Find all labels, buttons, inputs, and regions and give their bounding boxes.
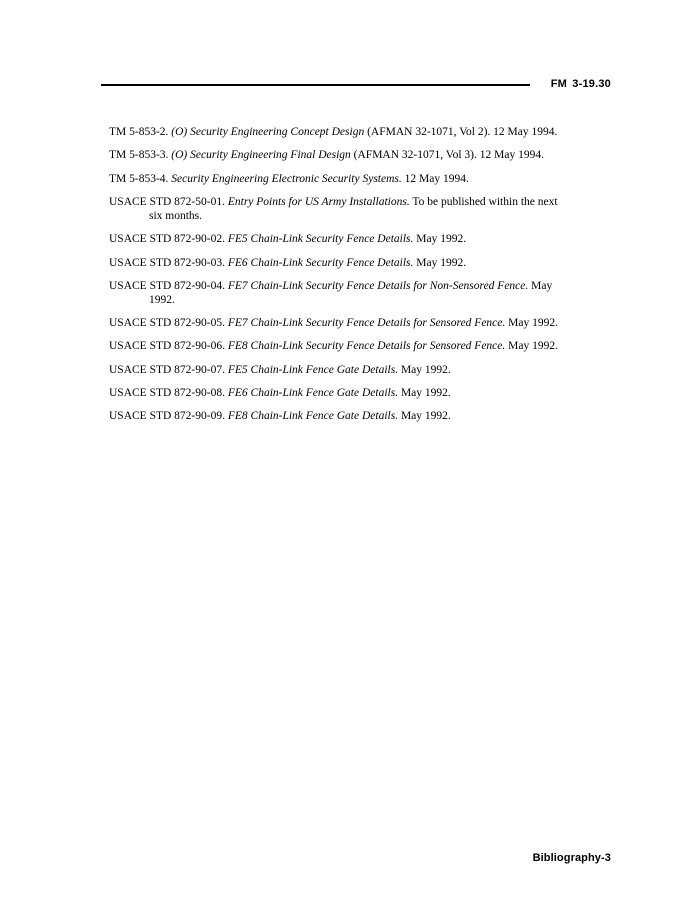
bibliography-entry xyxy=(109,410,569,424)
bibliography-entry xyxy=(109,387,569,401)
entry-details: 12 May 1994. xyxy=(404,172,469,185)
entry-designation: USACE STD 872-90-03. xyxy=(109,256,225,269)
entry-details: May 1992. xyxy=(508,316,558,329)
bibliography-entry xyxy=(109,340,569,354)
entry-title: FE5 Chain-Link Security Fence Details. xyxy=(227,233,414,246)
entry-title: FE8 Chain-Link Security Fence Details for Sensored Fence. xyxy=(227,340,506,353)
entry-designation: USACE STD 872-50-01. xyxy=(109,196,225,209)
entry-designation: TM 5-853-2. xyxy=(109,126,169,138)
entry-title: FE7 Chain-Link Security Fence Details for Non-Sensored Fence. xyxy=(227,279,529,292)
page-number: Bibliography-3 xyxy=(532,852,611,864)
bibliography-entry xyxy=(109,196,569,223)
entry-designation: TM 5-853-3. xyxy=(109,149,169,162)
entry-details: May 1992. xyxy=(400,387,451,400)
entry-title: FE7 Chain-Link Security Fence Details for Sensored Fence. xyxy=(227,316,506,329)
entry-designation: USACE STD 872-90-07. xyxy=(109,363,225,376)
entry-title: Entry Points for US Army Installations. xyxy=(227,196,410,209)
entry-details: To be published within the next six months. xyxy=(149,196,558,222)
entry-title: (O) Security Engineering Concept Design xyxy=(171,126,365,138)
bibliography-entry xyxy=(109,257,569,271)
bibliography-entry xyxy=(109,173,569,187)
bibliography-entry xyxy=(109,233,569,247)
entry-title: FE6 Chain-Link Security Fence Details. xyxy=(227,256,414,269)
entry-designation: TM 5-853-4. xyxy=(109,172,169,185)
entry-title: FE8 Chain-Link Fence Gate Details. xyxy=(227,410,399,423)
entry-title: Security Engineering Electronic Security Systems. xyxy=(171,172,402,185)
entry-designation: USACE STD 872-90-02. xyxy=(109,233,225,246)
entry-details: May 1992. xyxy=(149,279,553,306)
entry-designation: USACE STD 872-90-04. xyxy=(109,279,225,292)
entry-details: May 1992. xyxy=(400,363,451,376)
entry-details: May 1992. xyxy=(508,340,558,353)
entry-designation: USACE STD 872-90-09. xyxy=(109,410,225,423)
entry-designation: USACE STD 872-90-08. xyxy=(109,387,225,400)
entry-details: May 1992. xyxy=(400,410,451,423)
bibliography-entry xyxy=(109,280,569,307)
entry-details: (AFMAN 32-1071, Vol 2). 12 May 1994. xyxy=(367,126,558,138)
document-id: FM 3-19.30 xyxy=(550,78,611,90)
header-rule xyxy=(101,84,530,86)
entry-details: May 1992. xyxy=(416,233,467,246)
bibliography-entry xyxy=(109,149,569,163)
entry-details: May 1992. xyxy=(416,256,467,269)
entry-details: (AFMAN 32-1071, Vol 3). 12 May 1994. xyxy=(353,149,544,162)
entry-designation: USACE STD 872-90-06. xyxy=(109,340,225,353)
entry-title: (O) Security Engineering Final Design xyxy=(171,149,351,162)
bibliography-entry xyxy=(109,126,569,140)
bibliography-entry xyxy=(109,317,569,331)
bibliography-entry xyxy=(109,364,569,378)
entry-designation: USACE STD 872-90-05. xyxy=(109,316,225,329)
entry-title: FE6 Chain-Link Fence Gate Details. xyxy=(227,387,399,400)
bibliography-list xyxy=(109,126,569,434)
entry-title: FE5 Chain-Link Fence Gate Details. xyxy=(227,363,399,376)
